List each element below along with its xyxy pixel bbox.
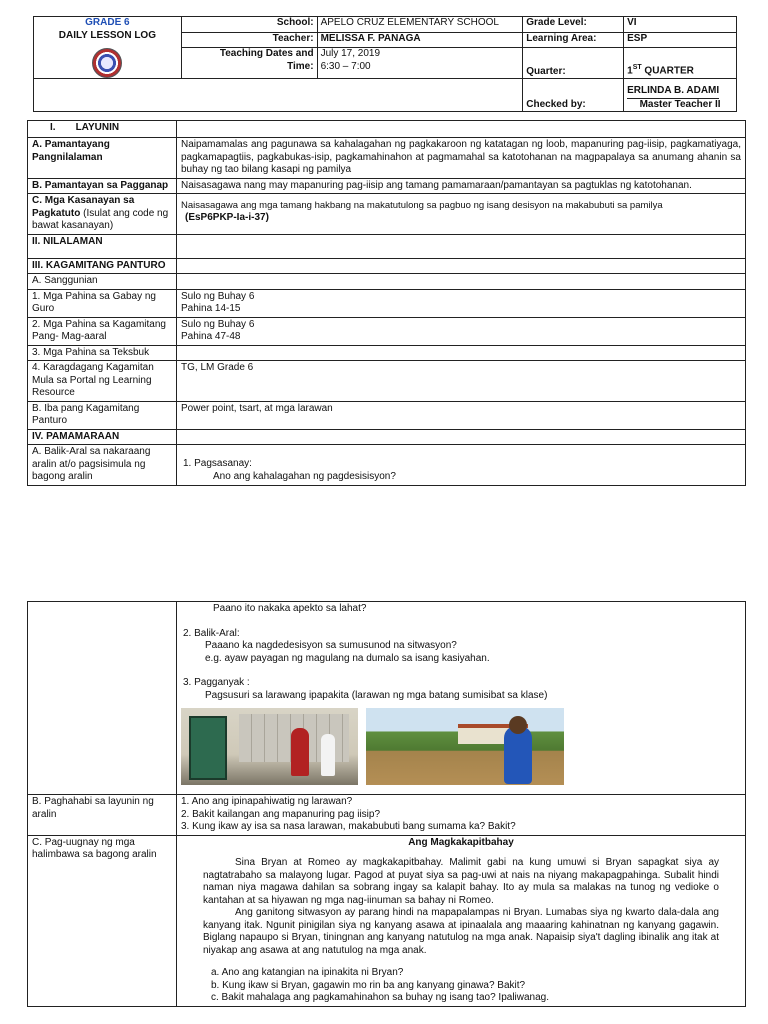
- dates-time-value: [317, 48, 523, 79]
- pagganyak-item: 3. Pagganyak :: [183, 677, 250, 688]
- time-label: Time:: [287, 60, 314, 72]
- school-label: School:: [181, 17, 317, 33]
- story-question-b: b. Kung ikaw si Bryan, gagawin mo rin ba ang kanyang ginawa? Bakit?: [211, 979, 526, 991]
- story-body: [181, 849, 741, 957]
- gabay-guro-line2: Pahina 14-15: [181, 303, 241, 314]
- balik-aral-question: Paaano ka nagdedesisyon sa sumusunod na sitwasyon?: [205, 640, 457, 651]
- pag-uugnay-cell: [177, 835, 746, 1006]
- checker-cell: [624, 79, 737, 112]
- paghahabi-label: B. Paghahabi sa layunin ng aralin: [28, 795, 177, 836]
- kagamitang-panturo-heading: III. KAGAMITANG PANTURO: [28, 258, 177, 274]
- learning-area-value: ESP: [624, 32, 737, 48]
- deped-seal-icon: [92, 48, 122, 78]
- story-paragraph-2: Ang ganitong sitwasyon ay parang hindi na mapapalampas ni Bryan. Lumabas siya ng kwarto dala-dala ang kanyang itak. Ngunit pinigilan siya ng kanyang asawa at ipinaalala ang maaaring kahinatnan ng kanyang gagawin. Biglang napaupo si Bryan, tiningnan ang kanyang natutulog na mga anak. Napaisip siya't dagling ibinalik ang itak at niyakap ang asawa at ang natutulog na mga anak.: [203, 907, 719, 956]
- continued-label-cell: [28, 602, 177, 795]
- kasanayan-label-bold: C. Mga Kasanayan sa Pagkatuto: [32, 195, 135, 219]
- checker-name: ERLINDA B. ADAMI: [627, 85, 719, 99]
- quarter-label: Quarter:: [523, 48, 624, 79]
- paghahabi-cell: [177, 795, 746, 836]
- kagamitang-mag-aaral-label: 2. Mga Pahina sa Kagamitang Pang- Mag-aaral: [28, 317, 177, 345]
- paghahabi-q3: 3. Kung ikaw ay isa sa nasa larawan, makabubuti bang sumama ka? Bakit?: [181, 821, 516, 832]
- log-title: DAILY LESSON LOG: [58, 29, 156, 41]
- checked-by-label: Checked by:: [523, 79, 624, 112]
- teksbuk-label: 3. Mga Pahina sa Teksbuk: [28, 345, 177, 361]
- girl-schoolyard-photo: [366, 708, 564, 785]
- paghahabi-q2: 2. Bakit kailangan ang mapanuring pag iisip?: [181, 808, 381, 820]
- gabay-guro-line1: Sulo ng Buhay 6: [181, 290, 255, 302]
- iba-pang-kagamitan-label: B. Iba pang Kagamitang Panturo: [28, 401, 177, 429]
- pagganyak-text: Pagsusuri sa larawang ipapakita (larawan ng mga batang sumisibat sa klase): [205, 689, 548, 701]
- lesson-table-page2: [27, 601, 746, 1007]
- pagsasanay-question: Ano ang kahalagahan ng pagdesisisyon?: [213, 470, 396, 482]
- kasanayan-label-rest: (Isulat ang code ng bawat kasanayan): [32, 207, 169, 231]
- section1-number: I.: [50, 122, 56, 133]
- kagamitang-mag-aaral-line1: Sulo ng Buhay 6: [181, 318, 255, 330]
- portal-label: 4. Karagdagang Kagamitan Mula sa Portal ng Learning Resource: [28, 361, 177, 402]
- teksbuk-blank: [177, 345, 746, 361]
- gabay-guro-cell: [177, 289, 746, 317]
- time-value: 6:30 – 7:00: [320, 60, 371, 72]
- sanggunian-blank: [177, 274, 746, 290]
- quarter-number: 1: [627, 65, 633, 77]
- pamantayang-pangnilalaman-text: Naipamamalas ang pagunawa sa kahalagahan ng pagkakaroon ng katatagan ng loob, mapanuring pag-iisip, pagkamatiyaga, pagkamapagtiis, pagkabukas-isip, pagkamahinahon at pagmamahal sa katotohanan na magpapalaya sa anumang ahanin sa buhay ng tao bilang kasapi ng pamilya: [177, 138, 746, 179]
- dates-value: July 17, 2019: [320, 48, 381, 59]
- story-question-c: c. Bakit mahalaga ang pagkamahinahon sa buhay ng isang tao? Ipaliwanag.: [211, 992, 550, 1003]
- pamantayang-pangnilalaman-label: A. Pamantayang Pangnilalaman: [28, 138, 177, 179]
- portal-text: TG, LM Grade 6: [177, 361, 746, 402]
- header-blank-cell: [34, 79, 523, 112]
- pamamaraan-blank: [177, 429, 746, 445]
- teacher-label: Teacher:: [181, 32, 317, 48]
- header-logo-cell: [34, 17, 182, 79]
- balik-aral-label: A. Balik-Aral sa nakaraang aralin at/o pagsisimula ng bagong aralin: [28, 445, 177, 486]
- grade-level-value: VI: [624, 17, 737, 33]
- nilalaman-blank: [177, 234, 746, 258]
- gabay-guro-label: 1. Mga Pahina sa Gabay ng Guro: [28, 289, 177, 317]
- quarter-text: QUARTER: [641, 65, 694, 77]
- kagamitang-mag-aaral-line2: Pahina 47-48: [181, 331, 241, 342]
- section1-blank: [177, 121, 746, 138]
- teacher-value: MELISSA F. PANAGA: [317, 32, 523, 48]
- students-running-photo: [181, 708, 358, 785]
- nilalaman-heading: II. NILALAMAN: [28, 234, 177, 258]
- grade-label: GRADE 6: [85, 17, 130, 28]
- continued-question: Paano ito nakaka apekto sa lahat?: [213, 603, 367, 614]
- pamamaraan-heading: IV. PAMAMARAAN: [28, 429, 177, 445]
- quarter-suffix: ST: [632, 64, 642, 72]
- story-questions: [181, 957, 741, 1005]
- sanggunian-label: A. Sanggunian: [28, 274, 177, 290]
- grade-level-label: Grade Level:: [523, 17, 624, 33]
- story-title: Ang Magkakapitbahay: [408, 836, 514, 848]
- kagamitang-panturo-blank: [177, 258, 746, 274]
- photo-row: [181, 708, 741, 785]
- learning-area-label: Learning Area:: [523, 32, 624, 48]
- paghahabi-q1: 1. Ano ang ipinapahiwatig ng larawan?: [181, 796, 353, 807]
- story-question-a: a. Ano ang katangian na ipinakita ni Bryan?: [211, 967, 404, 978]
- pag-uugnay-label: C. Pag-uugnay ng mga halimbawa sa bagong aralin: [28, 835, 177, 1006]
- lesson-table-page1: [27, 120, 746, 486]
- quarter-value: [624, 48, 737, 79]
- kasanayan-label: [28, 194, 177, 235]
- balik-aral-example: e.g. ayaw payagan ng magulang na dumalo sa isang kasiyahan.: [205, 652, 490, 664]
- kagamitang-mag-aaral-cell: [177, 317, 746, 345]
- balik-aral-item: 2. Balik-Aral:: [183, 627, 240, 639]
- pamantayan-pagganap-text: Naisasagawa nang may mapanuring pag-iisip ang tamang pamamaraan/pamantayan sa pagtuklas ng katotohanan.: [177, 178, 746, 194]
- section1-title: LAYUNIN: [75, 122, 120, 133]
- header-table: [33, 16, 737, 112]
- checker-title: Master Teacher II: [639, 98, 721, 110]
- pagsasanay-item: 1. Pagsasanay:: [183, 458, 252, 469]
- kasanayan-text: Naisasagawa ang mga tamang hakbang na makatutulong sa pagbuo ng isang desisyon na makabubuti sa pamilya: [181, 200, 663, 211]
- kasanayan-code: (EsP6PKP-Ia-i-37): [185, 211, 269, 223]
- balik-aral-cell: [177, 445, 746, 486]
- iba-pang-kagamitan-text: Power point, tsart, at mga larawan: [177, 401, 746, 429]
- section1-heading: [28, 121, 177, 138]
- pamantayan-pagganap-label: B. Pamantayan sa Pagganap: [28, 178, 177, 194]
- kasanayan-cell: [177, 194, 746, 235]
- story-paragraph-1: Sina Bryan at Romeo ay magkakapitbahay. Malimit gabi na kung umuwi si Bryan sapagkat siya ay nagtatrabaho sa malayong lugar. Pagod at puyat siya sa pag-uwi at nais na niyang makapagpahinga. Subalit hindi naman niya magawa dahilan sa sobrang ingay sa kalapit bahay. Ito ay mula sa malakas na tunog ng vedioke o kantahan at sa hiyawan ng mga nag-iinuman sa bahay ni Romeo.: [203, 857, 719, 906]
- dates-label: Teaching Dates and: [219, 48, 314, 59]
- school-value: APELO CRUZ ELEMENTARY SCHOOL: [317, 17, 523, 33]
- dates-time-label: [181, 48, 317, 79]
- continued-cell: [177, 602, 746, 795]
